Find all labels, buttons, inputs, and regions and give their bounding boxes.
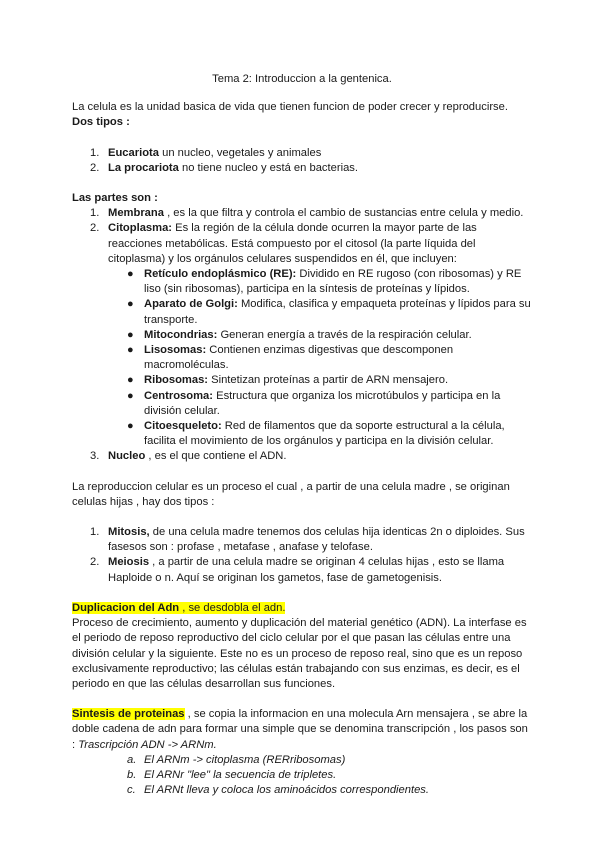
list-item: ● Aparato de Golgi: Modifica, clasifica y empaqueta proteínas y lípidos para su transporte.	[127, 298, 531, 326]
list-item: 1. Eucariota un nucleo, vegetales y animales	[90, 146, 322, 159]
types-heading: Dos tipos :	[72, 116, 130, 129]
list-item: ● Mitocondrias: Generan energía a través de la respiración celular.	[127, 328, 472, 341]
list-item: b. El ARNr "lee" la secuencia de tripletes.	[127, 768, 337, 781]
cell-parts-list-cont	[72, 449, 532, 464]
cell-parts-list	[72, 206, 532, 267]
list-item: 3. Nucleo , es el que contiene el ADN.	[90, 450, 287, 463]
list-item: ● Citoesqueleto: Red de filamentos que da soporte estructural a la célula, facilita el movimiento de los orgánulos y participa en la división celular.	[127, 420, 505, 448]
list-item: ● Centrosoma: Estructura que organiza los microtúbulos y participa en la división celular.	[127, 389, 501, 417]
parts-heading: Las partes son :	[72, 192, 158, 205]
synthesis-steps-list	[72, 753, 532, 799]
reproduction-paragraph: La reproduccion celular es un proceso el cual , a partir de una celula madre , se originan celulas hijas , hay dos tipos :	[72, 480, 510, 508]
duplication-heading: Duplicacion del Adn , se desdobla el adn.	[72, 601, 286, 614]
list-item: c. El ARNt lleva y coloca los aminoácidos correspondientes.	[127, 784, 430, 797]
duplication-paragraph: Proceso de crecimiento, aumento y duplicación del material genético (ADN). La interfase es el periodo de reposo reproductivo del ciclo celular por el que pasan las células entre una división celular y la siguiente. Este no es un proceso de reposo real, sino que es un reposo exclusivamente reproductivo; las células están trabajando con sus enzimas, es decir, es el periodo en que las células desarrollan sus funciones.	[72, 617, 527, 690]
list-item: a. El ARNm -> citoplasma (RERribosomas)	[127, 753, 346, 766]
document-page	[72, 72, 532, 798]
list-item: 2. Citoplasma: Es la región de la célula donde ocurren la mayor parte de las reacciones metabólicas. Está compuesto por el citosol (la parte líquida del citoplasma) y los orgánulos celulares suspendidos en él, que incluyen:	[90, 222, 477, 265]
list-item: ● Lisosomas: Contienen enzimas digestivas que descomponen macromoléculas.	[127, 344, 454, 372]
synthesis-paragraph: Sintesis de proteinas , se copia la informacion en una molecula Arn mensajera , se abre la doble cadena de adn para formar una simple que se denomina transcripción , los pasos son : Trascripción ADN -> ARNm.	[72, 708, 528, 751]
intro-paragraph: La celula es la unidad basica de vida que tienen funcion de poder crecer y reproducirse.	[72, 101, 508, 114]
list-item: ● Retículo endoplásmico (RE): Dividido en RE rugoso (con ribosomas) y RE liso (sin ribosomas), participa en la síntesis de proteínas y lípidos.	[127, 268, 522, 296]
reproduction-types-list	[72, 525, 532, 586]
organelles-list	[72, 267, 532, 449]
list-item: 2. La procariota no tiene nucleo y está en bacterias.	[90, 161, 358, 174]
document-title: Tema 2: Introduccion a la gentenica.	[212, 73, 392, 85]
list-item: 1. Membrana , es la que filtra y controla el cambio de sustancias entre celula y medio.	[90, 207, 524, 220]
list-item: ● Ribosomas: Sintetizan proteínas a partir de ARN mensajero.	[127, 374, 449, 387]
list-item: 1. Mitosis, de una celula madre tenemos dos celulas hija identicas 2n o diploides. Sus fasesos son : profase , metafase , anafase y telofase.	[90, 526, 525, 554]
cell-types-list	[72, 146, 532, 176]
list-item: 2. Meiosis , a partir de una celula madre se originan 4 celulas hijas , esto se llama Haploide o n. Aquí se originan los gametos, fase de gametogenisis.	[90, 556, 505, 584]
